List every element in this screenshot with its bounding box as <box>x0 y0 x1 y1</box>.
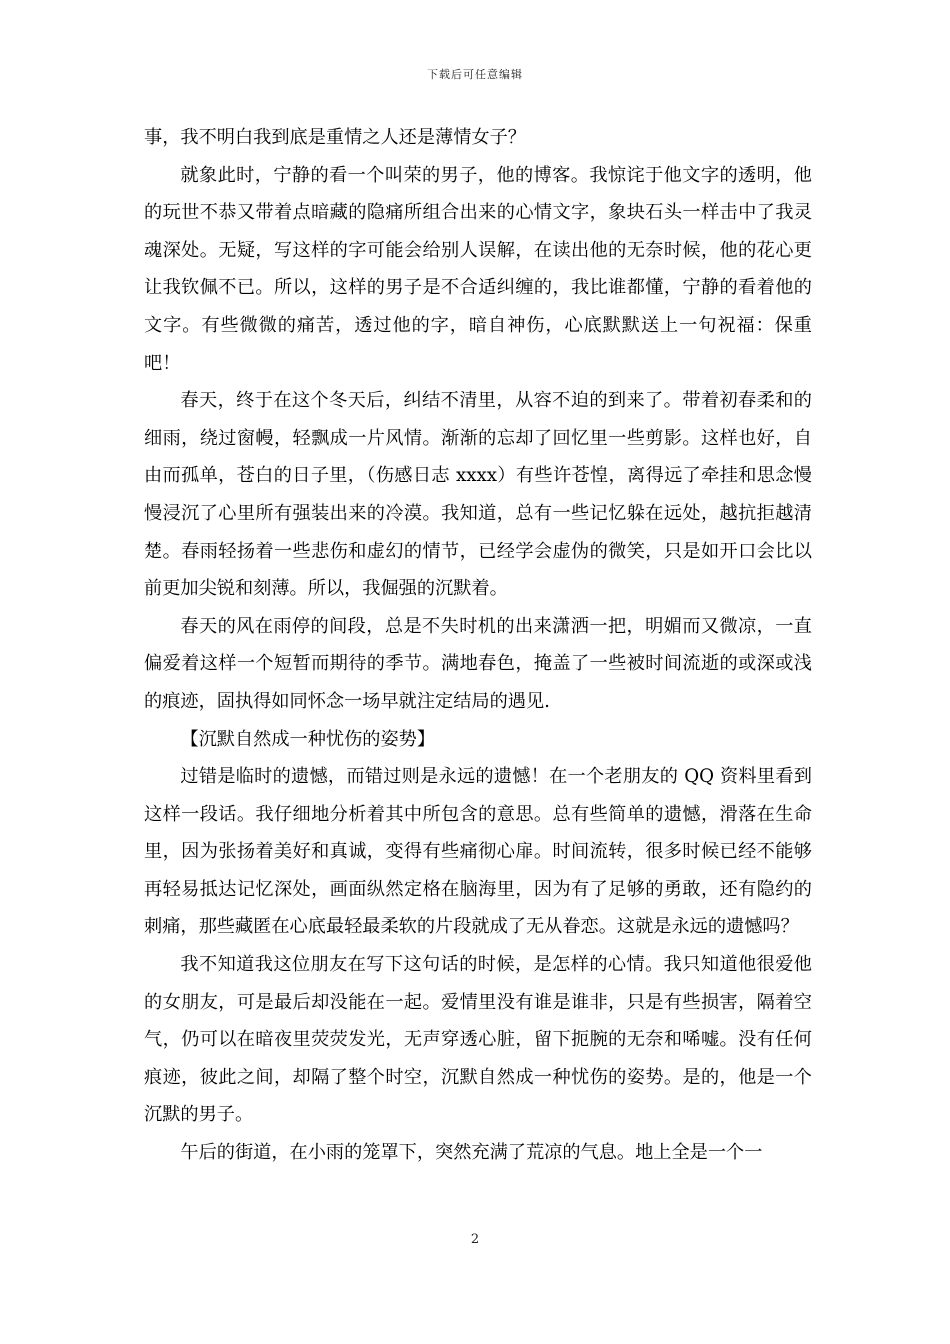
page-header: 下载后可任意编辑 <box>427 68 523 81</box>
document-body <box>144 119 812 1172</box>
paragraph: 就象此时，宁静的看一个叫荣的男子，他的博客。我惊诧于他文字的透明，他的玩世不恭又带着点暗藏的隐痛所组合出来的心情文字，象块石头一样击中了我灵魂深处。无疑，写这样的字可能会给别人误解，在读出他的无奈时候，他的花心更让我钦佩不已。所以，这样的男子是不合适纠缠的，我比谁都懂，宁静的看着他的文字。有些微微的痛苦，透过他的字，暗自神伤，心底默默送上一句祝福：保重吧！ <box>144 164 812 374</box>
paragraph: 午后的街道，在小雨的笼罩下，突然充满了荒凉的气息。地上全是一个一 <box>180 1142 763 1164</box>
paragraph: 我不知道我这位朋友在写下这句话的时候，是怎样的心情。我只知道他很爱他的女朋友，可是最后却没能在一起。爱情里没有谁是谁非，只是有些损害，隔着空气，仍可以在暗夜里荧荧发光，无声穿透心脏，留下扼腕的无奈和唏嘘。没有任何痕迹，彼此之间，却隔了整个时空，沉默自然成一种忧伤的姿势。是的，他是一个沉默的男子。 <box>144 954 812 1126</box>
paragraph-continuation: 事，我不明白我到底是重情之人还是薄情女子？ <box>144 127 526 148</box>
paragraph: 过错是临时的遗憾，而错过则是永远的遗憾！在一个老朋友的 QQ 资料里看到这样一段话。我仔细地分析着其中所包含的意思。总有些简单的遗憾，滑落在生命里，因为张扬着美好和真诚，变得有些痛彻心扉。时间流转，很多时候已经不能够再轻易抵达记忆深处，画面纵然定格在脑海里，因为有了足够的勇敢，还有隐约的刺痛，那些藏匿在心底最轻最柔软的片段就成了无从眷恋。这就是永远的遗憾吗？ <box>144 766 812 938</box>
paragraph: 春天，终于在这个冬天后，纠结不清里，从容不迫的到来了。带着初春柔和的细雨，绕过窗幔，轻飘成一片风情。渐渐的忘却了回忆里一些剪影。这样也好，自由而孤单，苍白的日子里，（伤感日志 xxxx）有些许苍惶，离得远了牵挂和思念慢慢浸沉了心里所有强装出来的冷漠。我知道，总有一些记忆躲在远处，越抗拒越清楚。春雨轻扬着一些悲伤和虚幻的情节，已经学会虚伪的微笑，只是如开口会比以前更加尖锐和刻薄。所以，我倔强的沉默着。 <box>144 390 812 600</box>
paragraph: 春天的风在雨停的间段，总是不失时机的出来潇洒一把，明媚而又微凉，一直偏爱着这样一个短暂而期待的季节。满地春色，掩盖了一些被时间流逝的或深或浅的痕迹，固执得如同怀念一场早就注定结局的遇见. <box>144 615 812 712</box>
page-number: 2 <box>470 1232 480 1247</box>
section-heading: 【沉默自然成一种忧伤的姿势】 <box>180 728 436 750</box>
